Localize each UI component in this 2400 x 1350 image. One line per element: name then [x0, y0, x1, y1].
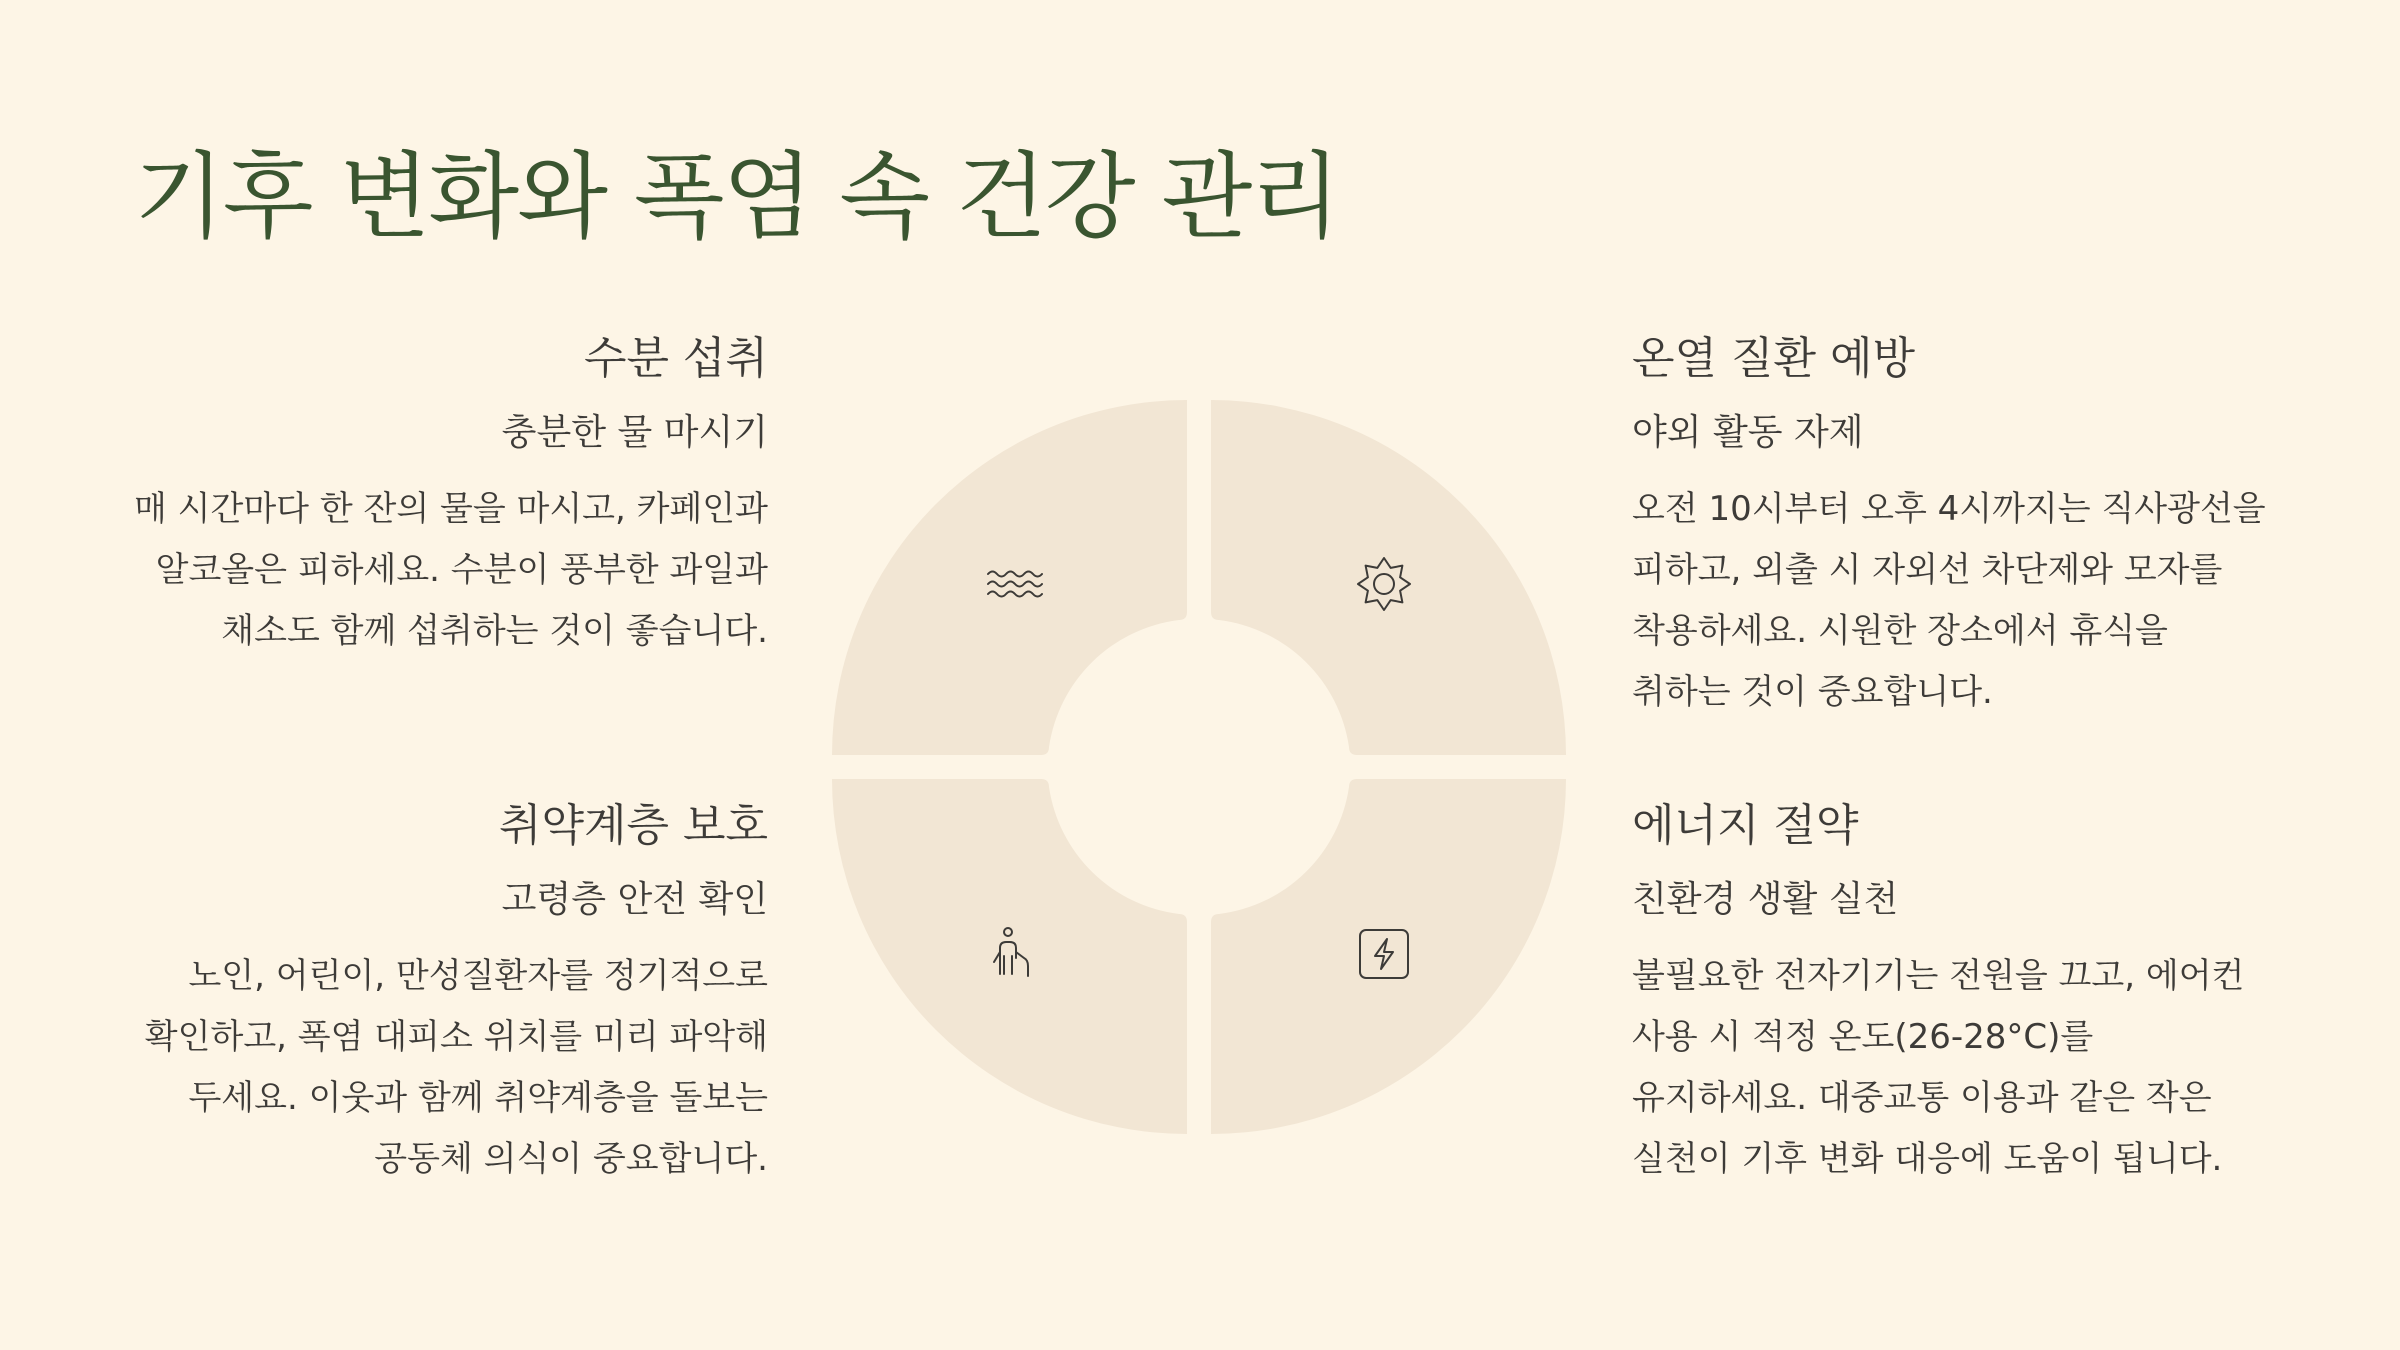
quadrant-diagram — [824, 392, 1574, 1142]
elderly-person-icon — [982, 922, 1046, 986]
section-description: 매 시간마다 한 잔의 물을 마시고, 카페인과 알코올은 피하세요. 수분이 풍부한 과일과 채소도 함께 섭취하는 것이 좋습니다. — [134, 489, 768, 651]
section-subheading: 고령층 안전 확인 — [501, 879, 768, 920]
sun-icon — [1352, 552, 1416, 616]
section-heading: 취약계층 보호 — [498, 800, 768, 851]
section-vulnerable — [128, 798, 768, 1190]
section-heading: 온열 질환 예방 — [1632, 333, 1915, 384]
section-hydration — [128, 331, 768, 662]
section-description: 노인, 어린이, 만성질환자를 정기적으로 확인하고, 폭염 대피소 위치를 미리 파악해 두세요. 이웃과 함께 취약계층을 돌보는 공동체 의식이 중요합니다. — [144, 956, 768, 1179]
section-subheading: 야외 활동 자제 — [1632, 412, 1864, 453]
section-heat-illness — [1632, 331, 2272, 723]
section-description: 오전 10시부터 오후 4시까지는 직사광선을 피하고, 외출 시 자외선 차단제와 모자를 착용하세요. 시원한 장소에서 휴식을 취하는 것이 중요합니다. — [1632, 489, 2266, 712]
section-subheading: 충분한 물 마시기 — [501, 412, 768, 453]
section-subheading: 친환경 생활 실천 — [1632, 879, 1899, 920]
quadrant-ring — [824, 392, 1574, 1142]
section-energy — [1632, 798, 2272, 1190]
section-heading: 에너지 절약 — [1632, 800, 1859, 851]
section-description: 불필요한 전자기기는 전원을 끄고, 에어컨 사용 시 적정 온도(26-28°C)를 유지하세요. 대중교통 이용과 같은 작은 실천이 기후 변화 대응에 도움이 됩니다. — [1632, 956, 2245, 1179]
energy-bolt-icon — [1352, 922, 1416, 986]
waves-icon — [982, 552, 1046, 616]
page-title: 기후 변화와 폭염 속 건강 관리 — [134, 143, 1340, 252]
section-heading: 수분 섭취 — [583, 333, 768, 384]
